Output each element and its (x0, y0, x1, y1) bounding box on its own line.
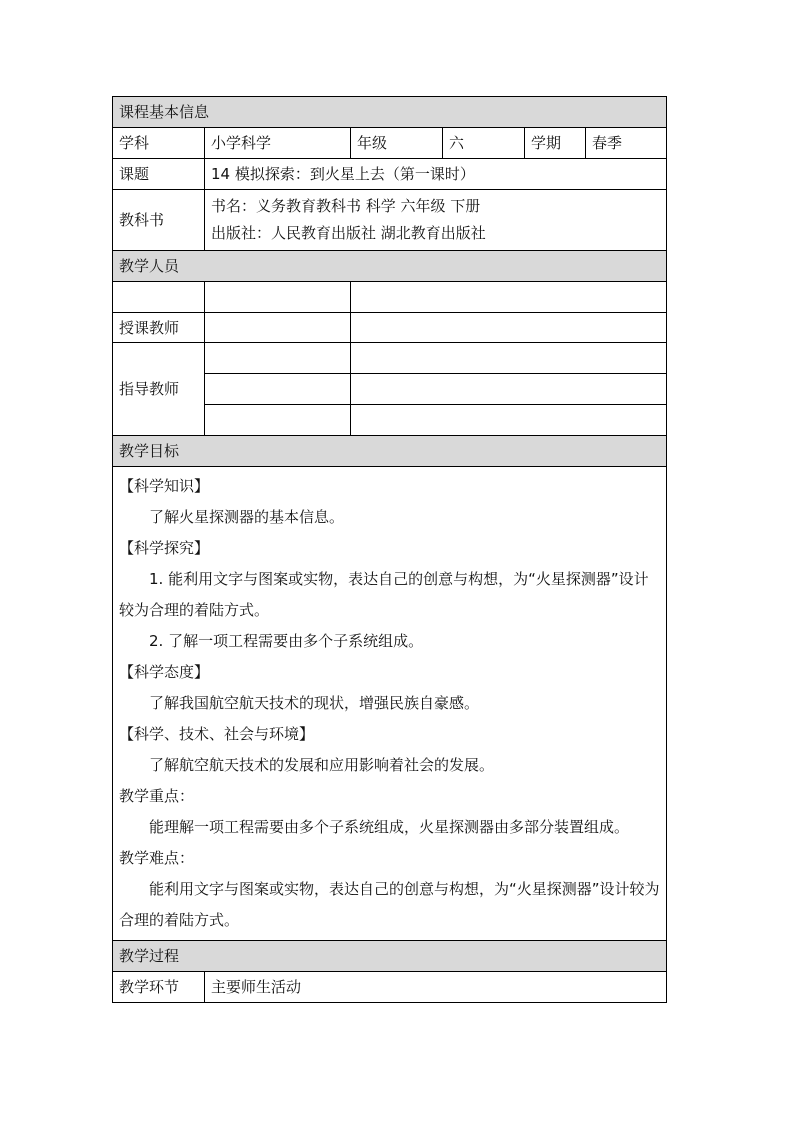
textbook-label: 教科书 (113, 190, 205, 251)
difficulty-label: 教学难点： (119, 849, 195, 867)
staff-blank-cell (205, 282, 351, 313)
subject-label: 学科 (113, 128, 205, 159)
objectives-content (113, 467, 667, 941)
advisor-name-cell (205, 405, 351, 436)
stse-heading: 【科学、技术、社会与环境】 (119, 725, 315, 743)
basic-info-title: 课程基本信息 (113, 97, 667, 128)
advisor-unit-cell (351, 405, 667, 436)
attitude-heading: 【科学态度】 (119, 663, 210, 681)
grade-label: 年级 (351, 128, 443, 159)
textbook-row (113, 190, 667, 251)
textbook-publisher: 出版社：人民教育出版社 湖北教育出版社 (211, 224, 486, 242)
subject-value: 小学科学 (205, 128, 351, 159)
advisor-name-cell (205, 374, 351, 405)
term-value: 春季 (586, 128, 667, 159)
staff-title: 教学人员 (113, 251, 667, 282)
inquiry-heading: 【科学探究】 (119, 539, 210, 557)
advisor-unit-cell (351, 343, 667, 374)
advisor-label: 指导教师 (113, 343, 205, 436)
objectives-row (113, 467, 667, 941)
teacher-name-cell (205, 313, 351, 343)
objectives-title: 教学目标 (113, 436, 667, 467)
stse-text: 了解航空航天技术的发展和应用影响着社会的发展。 (149, 756, 495, 774)
key-point-text: 能理解一项工程需要由多个子系统组成，火星探测器由多部分装置组成。 (149, 818, 630, 836)
inquiry-item-1: 1. 能利用文字与图案或实物，表达自己的创意与构想，为“火星探测器”设计较为合理的着陆方式。 (119, 570, 649, 619)
textbook-name: 书名：义务教育教科书 科学 六年级 下册 (211, 197, 481, 215)
stage-label: 教学环节 (113, 972, 205, 1003)
activity-label: 主要师生活动 (205, 972, 667, 1003)
topic-value: 14 模拟探索：到火星上去（第一课时） (205, 159, 667, 190)
textbook-value (205, 190, 667, 251)
teacher-label: 授课教师 (113, 313, 205, 343)
teacher-row (113, 313, 667, 343)
process-columns-row (113, 972, 667, 1003)
lesson-plan-table (112, 96, 667, 1003)
inquiry-item-2: 2. 了解一项工程需要由多个子系统组成。 (149, 632, 424, 650)
knowledge-text: 了解火星探测器的基本信息。 (149, 508, 345, 526)
advisor-unit-cell (351, 374, 667, 405)
lesson-plan-sheet (112, 96, 666, 1003)
staff-blank-cell (351, 282, 667, 313)
difficulty-text: 能利用文字与图案或实物，表达自己的创意与构想，为“火星探测器”设计较为合理的着陆方式。 (119, 880, 660, 929)
process-header-row (113, 941, 667, 972)
teacher-unit-cell (351, 313, 667, 343)
staff-blank-cell (113, 282, 205, 313)
staff-blank-row (113, 282, 667, 313)
subject-row (113, 128, 667, 159)
topic-label: 课题 (113, 159, 205, 190)
process-title: 教学过程 (113, 941, 667, 972)
advisor-row (113, 343, 667, 374)
staff-header-row (113, 251, 667, 282)
knowledge-heading: 【科学知识】 (119, 477, 210, 495)
grade-value: 六 (443, 128, 525, 159)
advisor-name-cell (205, 343, 351, 374)
objectives-header-row (113, 436, 667, 467)
attitude-text: 了解我国航空航天技术的现状，增强民族自豪感。 (149, 694, 480, 712)
basic-info-header-row (113, 97, 667, 128)
topic-row (113, 159, 667, 190)
term-label: 学期 (525, 128, 586, 159)
key-point-label: 教学重点： (119, 787, 195, 805)
